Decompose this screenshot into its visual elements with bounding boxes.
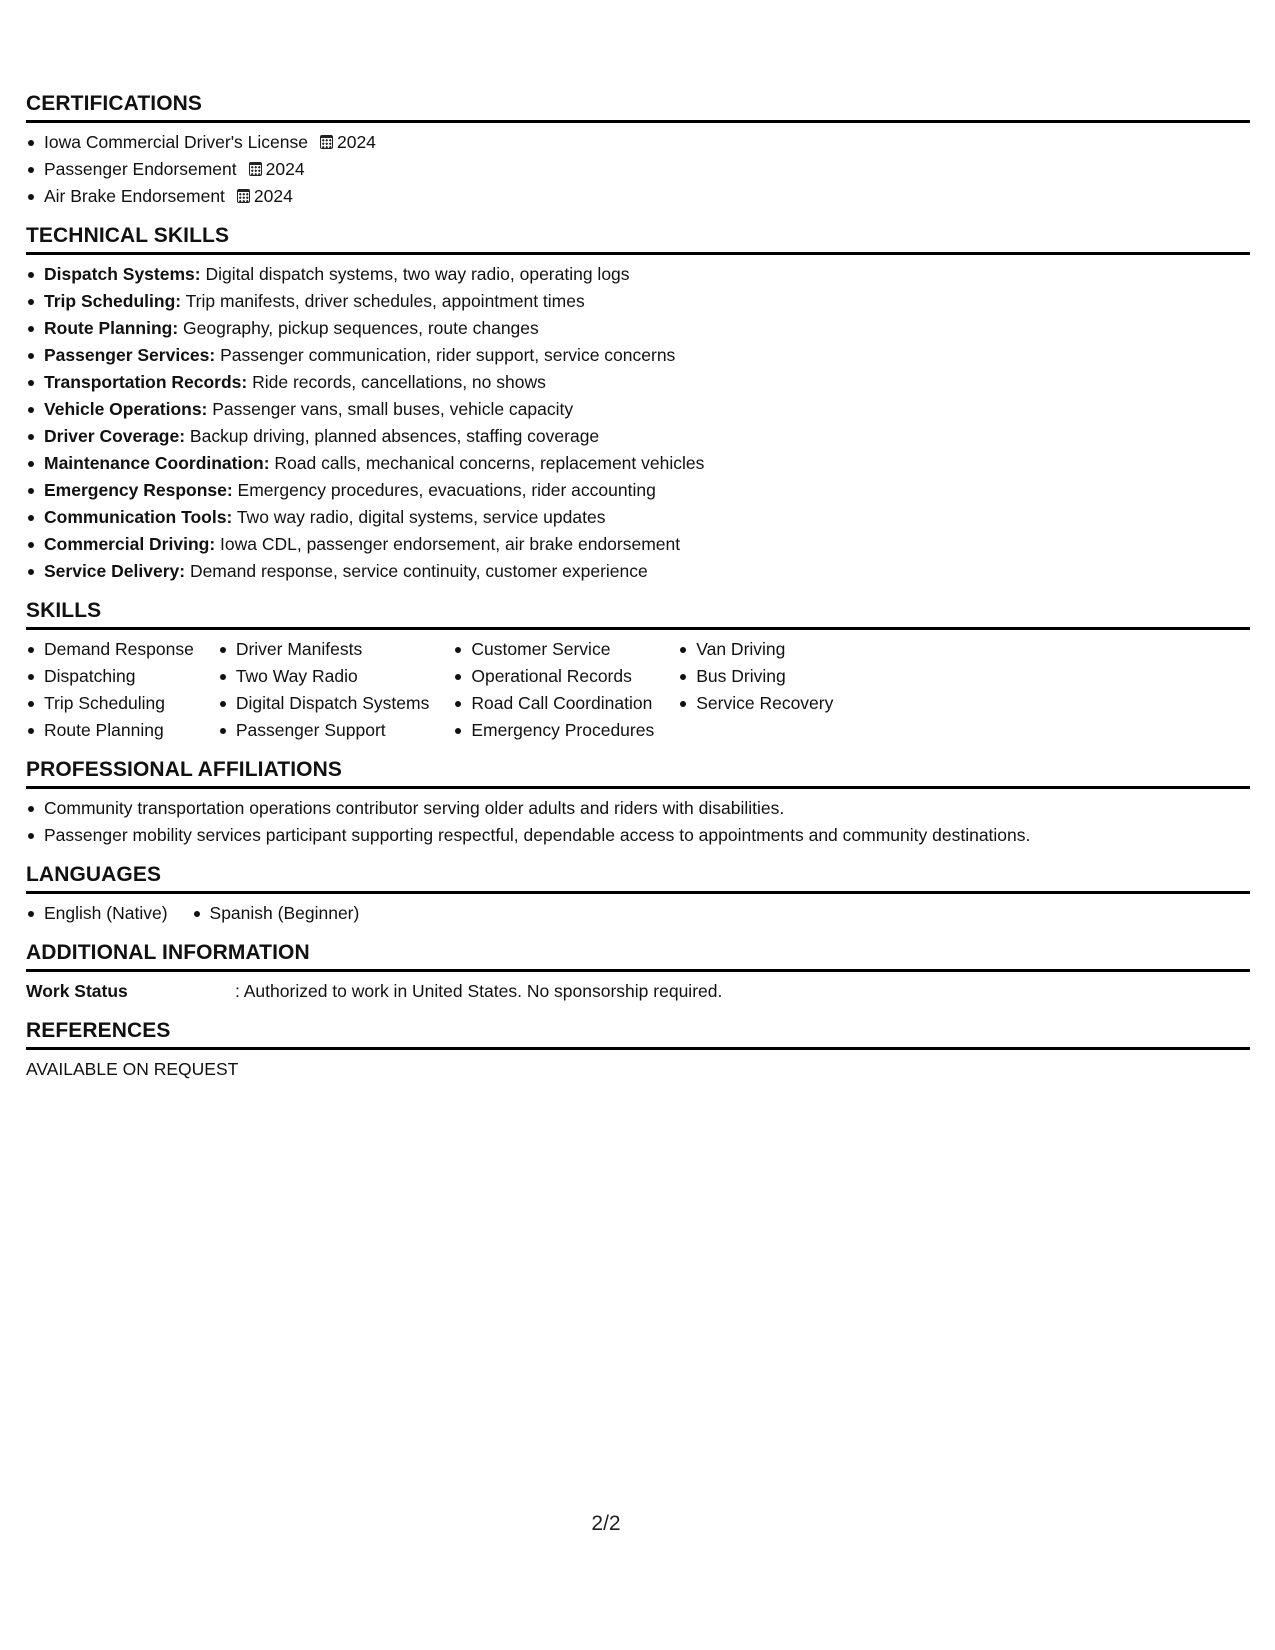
list-item (44, 369, 1250, 396)
list-item: Bus Driving (696, 663, 833, 690)
section-divider (26, 1047, 1250, 1050)
list-item: Driver Manifests (236, 636, 430, 663)
languages-list (26, 900, 1250, 927)
list-item: Spanish (Beginner) (210, 900, 360, 927)
section-title: TECHNICAL SKILLS (26, 224, 230, 247)
list-item (44, 156, 1250, 183)
list-item: Road Call Coordination (471, 690, 654, 717)
section-gap (26, 849, 1250, 863)
work-status-row (26, 978, 1250, 1005)
skill-category: Dispatch Systems: (44, 264, 201, 284)
skill-details: Passenger vans, small buses, vehicle capacity (207, 399, 574, 419)
section-divider (26, 252, 1250, 255)
list-item: Emergency Procedures (471, 717, 654, 744)
list-item (44, 315, 1250, 342)
skill-details: Demand response, service continuity, customer experience (185, 561, 648, 581)
affiliations-section (26, 758, 1250, 849)
skill-category: Emergency Response: (44, 480, 233, 500)
skill-category: Commercial Driving: (44, 534, 216, 554)
skill-category: Transportation Records: (44, 372, 248, 392)
skill-details: Road calls, mechanical concerns, replacement vehicles (269, 453, 705, 473)
skills-column (26, 636, 194, 744)
list-item: Service Recovery (696, 690, 833, 717)
skill-category: Driver Coverage: (44, 426, 186, 446)
list-item: Operational Records (471, 663, 654, 690)
technical-skills-section (26, 224, 1250, 585)
list-item: Customer Service (471, 636, 654, 663)
calendar-icon (249, 162, 262, 176)
affiliations-list (26, 795, 1250, 849)
skill-details: Two way radio, digital systems, service updates (232, 507, 606, 527)
skill-details: Emergency procedures, evacuations, rider accounting (232, 480, 656, 500)
list-item (44, 129, 1250, 156)
languages-section (26, 863, 1250, 927)
list-item (44, 450, 1250, 477)
section-divider (26, 969, 1250, 972)
skill-details: Iowa CDL, passenger endorsement, air brake endorsement (215, 534, 681, 554)
skill-details: Trip manifests, driver schedules, appointment times (181, 291, 585, 311)
calendar-icon (237, 189, 250, 203)
list-item: Trip Scheduling (44, 690, 194, 717)
list-item (44, 423, 1250, 450)
skill-details: Digital dispatch systems, two way radio, operating logs (200, 264, 630, 284)
additional-info-section (26, 941, 1250, 1005)
section-gap (26, 744, 1250, 758)
list-item: English (Native) (44, 900, 168, 927)
section-gap (26, 1005, 1250, 1019)
list-item: Community transportation operations contributor serving older adults and riders with disabilities. (44, 795, 1250, 822)
list-item (44, 342, 1250, 369)
list-item: Passenger Support (236, 717, 430, 744)
list-item (44, 261, 1250, 288)
certification-year: 2024 (336, 132, 376, 152)
section-title: CERTIFICATIONS (26, 92, 203, 115)
certifications-section (26, 92, 1250, 210)
skill-details: Geography, pickup sequences, route changes (178, 318, 539, 338)
section-divider (26, 891, 1250, 894)
section-title: ADDITIONAL INFORMATION (26, 941, 310, 964)
certifications-list (26, 129, 1250, 210)
section-title: LANGUAGES (26, 863, 162, 886)
section-gap (26, 585, 1250, 599)
list-item: Route Planning (44, 717, 194, 744)
list-item: Two Way Radio (236, 663, 430, 690)
list-item: Passenger mobility services participant supporting respectful, dependable access to appointments and community destinations. (44, 822, 1250, 849)
section-title: PROFESSIONAL AFFILIATIONS (26, 758, 342, 781)
list-item (44, 288, 1250, 315)
resume-page (26, 92, 1250, 1083)
work-status-label: Work Status (26, 981, 128, 1001)
list-item (44, 504, 1250, 531)
list-item (44, 558, 1250, 585)
skill-category: Vehicle Operations: (44, 399, 208, 419)
page-number: 2/2 (591, 1512, 621, 1535)
certification-year: 2024 (265, 159, 305, 179)
section-gap (26, 210, 1250, 224)
skill-category: Route Planning: (44, 318, 179, 338)
list-item (44, 477, 1250, 504)
references-section (26, 1019, 1250, 1083)
technical-skills-list (26, 261, 1250, 585)
skill-category: Trip Scheduling: (44, 291, 182, 311)
section-divider (26, 786, 1250, 789)
skills-column (218, 636, 430, 744)
list-item (44, 396, 1250, 423)
section-divider (26, 627, 1250, 630)
certification-name: Passenger Endorsement (44, 159, 237, 179)
skill-category: Communication Tools: (44, 507, 233, 527)
section-divider (26, 120, 1250, 123)
skill-details: Ride records, cancellations, no shows (247, 372, 546, 392)
skill-category: Service Delivery: (44, 561, 186, 581)
skill-category: Passenger Services: (44, 345, 216, 365)
list-item (44, 531, 1250, 558)
list-item: Digital Dispatch Systems (236, 690, 430, 717)
skill-details: Passenger communication, rider support, service concerns (215, 345, 676, 365)
list-item: Van Driving (696, 636, 833, 663)
skill-category: Maintenance Coordination: (44, 453, 270, 473)
calendar-icon (320, 135, 333, 149)
list-item (44, 183, 1250, 210)
section-title: SKILLS (26, 599, 102, 622)
skills-grid (26, 636, 1250, 744)
references-text: AVAILABLE ON REQUEST (26, 1059, 239, 1079)
work-status-value: : Authorized to work in United States. No sponsorship required. (235, 981, 723, 1001)
list-item: Dispatching (44, 663, 194, 690)
section-title: REFERENCES (26, 1019, 171, 1042)
certification-year: 2024 (253, 186, 293, 206)
skill-details: Backup driving, planned absences, staffing coverage (185, 426, 600, 446)
list-item: Demand Response (44, 636, 194, 663)
certification-name: Iowa Commercial Driver's License (44, 132, 308, 152)
skills-column (453, 636, 654, 744)
section-gap (26, 927, 1250, 941)
skills-column (678, 636, 833, 744)
skills-section (26, 599, 1250, 744)
certification-name: Air Brake Endorsement (44, 186, 225, 206)
